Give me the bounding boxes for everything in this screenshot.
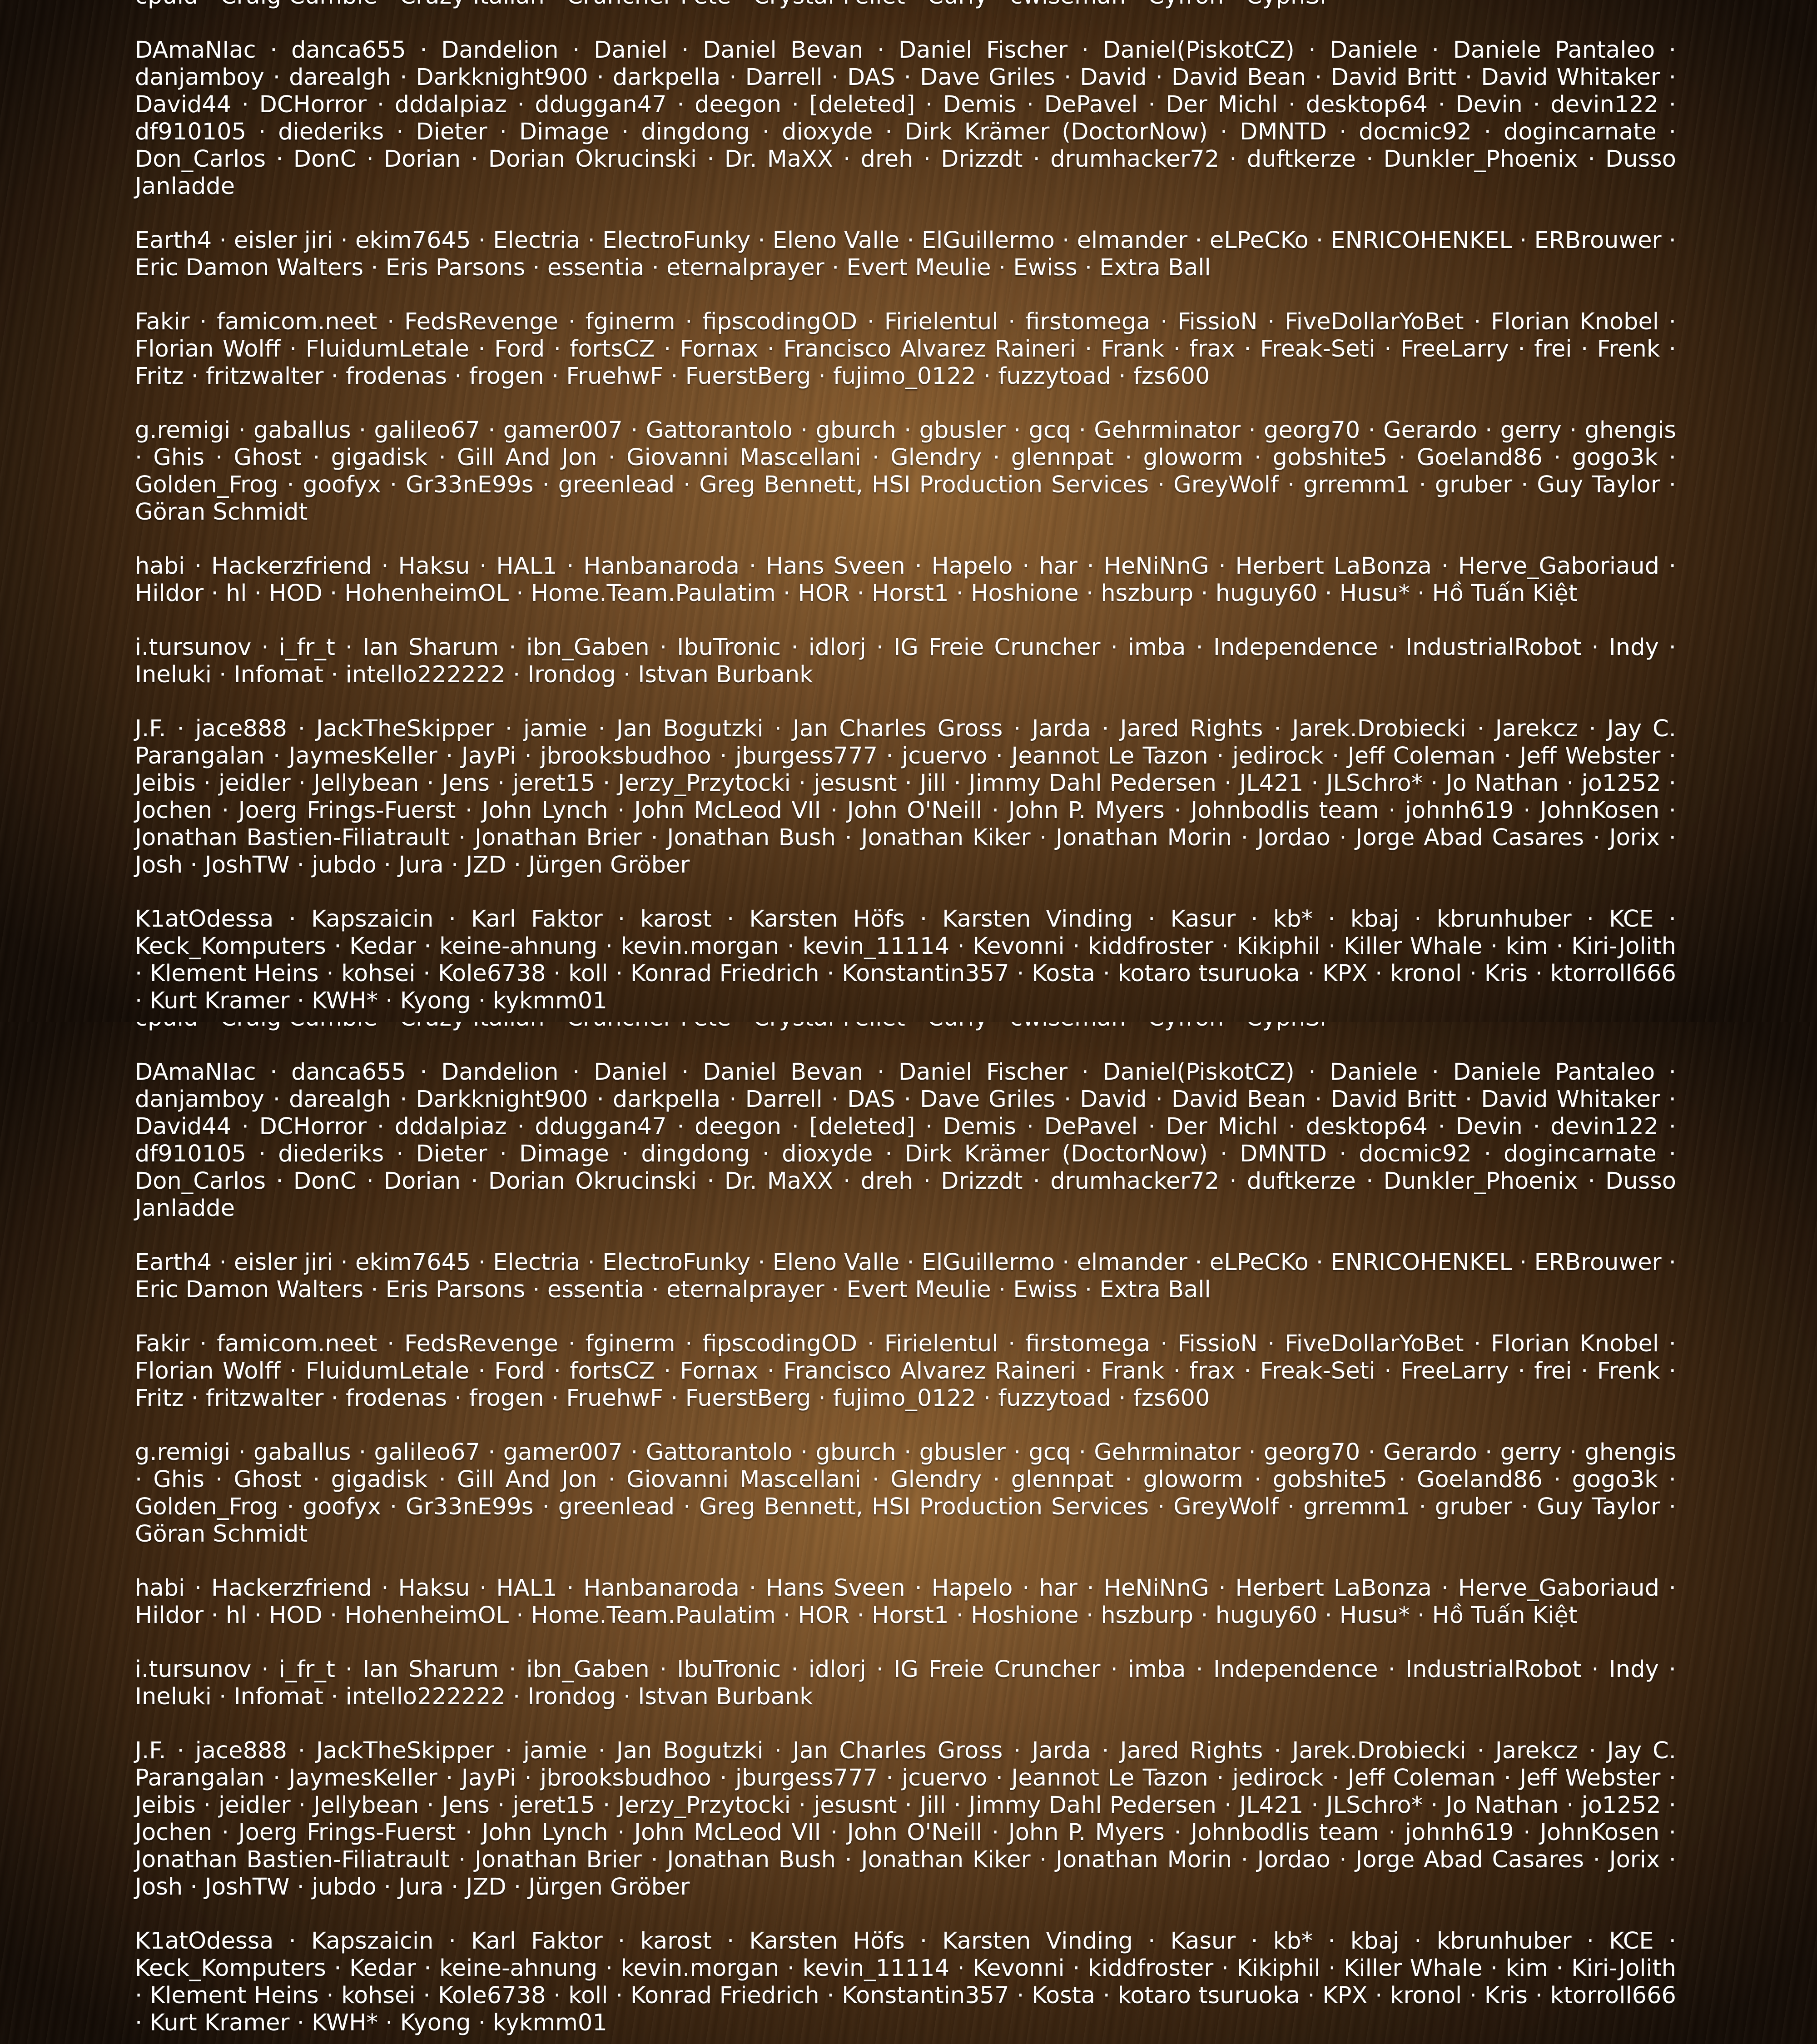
credits-group-i: i.tursunov · i_fr_t · Ian Sharum · ibn_Gaben · IbuTronic · idlorj · IG Freie Cruncher · imba · Independence · IndustrialRobot · Indy · Ineluki · Infomat · intello222222 · Irondog · Istvan Burbank xyxy=(135,634,1676,689)
credits-group-k: K1atOdessa · Kapszaicin · Karl Faktor · karost · Karsten Höfs · Karsten Vinding · Kasur · kb* · kbaj · kbrunhuber · KCE · Keck_Komputers · Kedar · keine-ahnung · kevin.morgan · kevin_11114 · Kevonni · kiddfroster · Kikiphil · Killer Whale · kim · Kiri-Jolith · Klement Heins · kohsei · Kole6738 · koll · Konrad Friedrich · Konstantin357 · Kosta · kotaro tsuruoka · KPX · kronol · Kris · ktorroll666 · Kurt Kramer · KWH* · Kyong · kykmm01 xyxy=(135,1928,1676,2037)
credits-group-g: g.remigi · gaballus · galileo67 · gamer007 · Gattorantolo · gburch · gbusler · gcq · Gehrminator · georg70 · Gerardo · gerry · ghengis · Ghis · Ghost · gigadisk · Gill And Jon · Giovanni Mascellani · Glendry · glennpat · gloworm · gobshite5 · Goeland86 · gogo3k · Golden_Frog · goofyx · Gr33nE99s · greenlead · Greg Bennett, HSI Production Services · GreyWolf · grremm1 · gruber · Guy Taylor · Göran Schmidt xyxy=(135,1439,1676,1548)
credits-group-d: DAmaNIac · danca655 · Dandelion · Daniel · Daniel Bevan · Daniel Fischer · Daniel(PiskotCZ) · Daniele · Daniele Pantaleo · danjamboy · darealgh · Darkknight900 · darkpella · Darrell · DAS · Dave Griles · David · David Bean · David Britt · David Whitaker · David44 · DCHorror · dddalpiaz · dduggan47 · deegon · [deleted] · Demis · DePavel · Der Michl · desktop64 · Devin · devin122 · df910105 · diederiks · Dieter · Dimage · dingdong · dioxyde · Dirk Krämer (DoctorNow) · DMNTD · docmic92 · dogincarnate · Don_Carlos · DonC · Dorian · Dorian Okrucinski · Dr. MaXX · dreh · Drizzdt · drumhacker72 · duftkerze · Dunkler_Phoenix · Dusso Janladde xyxy=(135,1059,1676,1222)
credits-group-e: Earth4 · eisler jiri · ekim7645 · Electria · ElectroFunky · Eleno Valle · ElGuillermo · elmander · eLPeCKo · ENRICOHENKEL · ERBrouwer · Eric Damon Walters · Eris Parsons · essentia · eternalprayer · Evert Meulie · Ewiss · Extra Ball xyxy=(135,227,1676,282)
credits-group-h: habi · Hackerzfriend · Haksu · HAL1 · Hanbanaroda · Hans Sveen · Hapelo · har · HeNiNnG · Herbert LaBonza · Herve_Gaboriaud · Hildor · hl · HOD · HohenheimOL · Home.Team.Paulatim · HOR · Horst1 · Hoshione · hszburp · huguy60 · Husu* · Hồ Tuấn Kiệt xyxy=(135,1575,1676,1629)
credits-group-j: J.F. · jace888 · JackTheSkipper · jamie · Jan Bogutzki · Jan Charles Gross · Jarda · Jared Rights · Jarek.Drobiecki · Jarekcz · Jay C. Parangalan · JaymesKeller · JayPi · jbrooksbudhoo · jburgess777 · jcuervo · Jeannot Le Tazon · jedirock · Jeff Coleman · Jeff Webster · Jeibis · jeidler · Jellybean · Jens · jeret15 · Jerzy_Przytocki · jesusnt · Jill · Jimmy Dahl Pedersen · JL421 · JLSchro* · Jo Nathan · jo1252 · Jochen · Joerg Frings-Fuerst · John Lynch · John McLeod VII · John O'Neill · John P. Myers · Johnbodlis team · johnh619 · JohnKosen · Jonathan Bastien-Filiatrault · Jonathan Brier · Jonathan Bush · Jonathan Kiker · Jonathan Morin · Jordao · Jorge Abad Casares · Jorix · Josh · JoshTW · jubdo · Jura · JZD · Jürgen Gröber xyxy=(135,1737,1676,1901)
credits-group-f: Fakir · famicom.neet · FedsRevenge · fginerm · fipscodingOD · Firielentul · firstomega · FissioN · FiveDollarYoBet · Florian Knobel · Florian Wolff · FluidumLetale · Ford · fortsCZ · Fornax · Francisco Alvarez Raineri · Frank · frax · Freak-Seti · FreeLarry · frei · Frenk · Fritz · fritzwalter · frodenas · frogen · FruehwF · FuerstBerg · fujimo_0122 · fuzzytoad · fzs600 xyxy=(135,1330,1676,1412)
credits-group-h: habi · Hackerzfriend · Haksu · HAL1 · Hanbanaroda · Hans Sveen · Hapelo · har · HeNiNnG · Herbert LaBonza · Herve_Gaboriaud · Hildor · hl · HOD · HohenheimOL · Home.Team.Paulatim · HOR · Horst1 · Hoshione · hszburp · huguy60 · Husu* · Hồ Tuấn Kiệt xyxy=(135,553,1676,607)
credits-group-e: Earth4 · eisler jiri · ekim7645 · Electria · ElectroFunky · Eleno Valle · ElGuillermo · elmander · eLPeCKo · ENRICOHENKEL · ERBrouwer · Eric Damon Walters · Eris Parsons · essentia · eternalprayer · Evert Meulie · Ewiss · Extra Ball xyxy=(135,1249,1676,1304)
credits-group-d: DAmaNIac · danca655 · Dandelion · Daniel · Daniel Bevan · Daniel Fischer · Daniel(PiskotCZ) · Daniele · Daniele Pantaleo · danjamboy · darealgh · Darkknight900 · darkpella · Darrell · DAS · Dave Griles · David · David Bean · David Britt · David Whitaker · David44 · DCHorror · dddalpiaz · dduggan47 · deegon · [deleted] · Demis · DePavel · Der Michl · desktop64 · Devin · devin122 · df910105 · diederiks · Dieter · Dimage · dingdong · dioxyde · Dirk Krämer (DoctorNow) · DMNTD · docmic92 · dogincarnate · Don_Carlos · DonC · Dorian · Dorian Okrucinski · Dr. MaXX · dreh · Drizzdt · drumhacker72 · duftkerze · Dunkler_Phoenix · Dusso Janladde xyxy=(135,37,1676,200)
credits-group-i: i.tursunov · i_fr_t · Ian Sharum · ibn_Gaben · IbuTronic · idlorj · IG Freie Cruncher · imba · Independence · IndustrialRobot · Indy · Ineluki · Infomat · intello222222 · Irondog · Istvan Burbank xyxy=(135,1656,1676,1711)
credits-group-f: Fakir · famicom.neet · FedsRevenge · fginerm · fipscodingOD · Firielentul · firstomega · FissioN · FiveDollarYoBet · Florian Knobel · Florian Wolff · FluidumLetale · Ford · fortsCZ · Fornax · Francisco Alvarez Raineri · Frank · frax · Freak-Seti · FreeLarry · frei · Frenk · Fritz · fritzwalter · frodenas · frogen · FruehwF · FuerstBerg · fujimo_0122 · fuzzytoad · fzs600 xyxy=(135,308,1676,390)
credits-group-k: K1atOdessa · Kapszaicin · Karl Faktor · karost · Karsten Höfs · Karsten Vinding · Kasur · kb* · kbaj · kbrunhuber · KCE · Keck_Komputers · Kedar · keine-ahnung · kevin.morgan · kevin_11114 · Kevonni · kiddfroster · Kikiphil · Killer Whale · kim · Kiri-Jolith · Klement Heins · kohsei · Kole6738 · koll · Konrad Friedrich · Konstantin357 · Kosta · kotaro tsuruoka · KPX · kronol · Kris · ktorroll666 · Kurt Kramer · KWH* · Kyong · kykmm01 xyxy=(135,906,1676,1015)
credits-group-j: J.F. · jace888 · JackTheSkipper · jamie · Jan Bogutzki · Jan Charles Gross · Jarda · Jared Rights · Jarek.Drobiecki · Jarekcz · Jay C. Parangalan · JaymesKeller · JayPi · jbrooksbudhoo · jburgess777 · jcuervo · Jeannot Le Tazon · jedirock · Jeff Coleman · Jeff Webster · Jeibis · jeidler · Jellybean · Jens · jeret15 · Jerzy_Przytocki · jesusnt · Jill · Jimmy Dahl Pedersen · JL421 · JLSchro* · Jo Nathan · jo1252 · Jochen · Joerg Frings-Fuerst · John Lynch · John McLeod VII · John O'Neill · John P. Myers · Johnbodlis team · johnh619 · JohnKosen · Jonathan Bastien-Filiatrault · Jonathan Brier · Jonathan Bush · Jonathan Kiker · Jonathan Morin · Jordao · Jorge Abad Casares · Jorix · Josh · JoshTW · jubdo · Jura · JZD · Jürgen Gröber xyxy=(135,715,1676,879)
credits-group-g: g.remigi · gaballus · galileo67 · gamer007 · Gattorantolo · gburch · gbusler · gcq · Gehrminator · georg70 · Gerardo · gerry · ghengis · Ghis · Ghost · gigadisk · Gill And Jon · Giovanni Mascellani · Glendry · glennpat · gloworm · gobshite5 · Goeland86 · gogo3k · Golden_Frog · goofyx · Gr33nE99s · greenlead · Greg Bennett, HSI Production Services · GreyWolf · grremm1 · gruber · Guy Taylor · Göran Schmidt xyxy=(135,417,1676,526)
